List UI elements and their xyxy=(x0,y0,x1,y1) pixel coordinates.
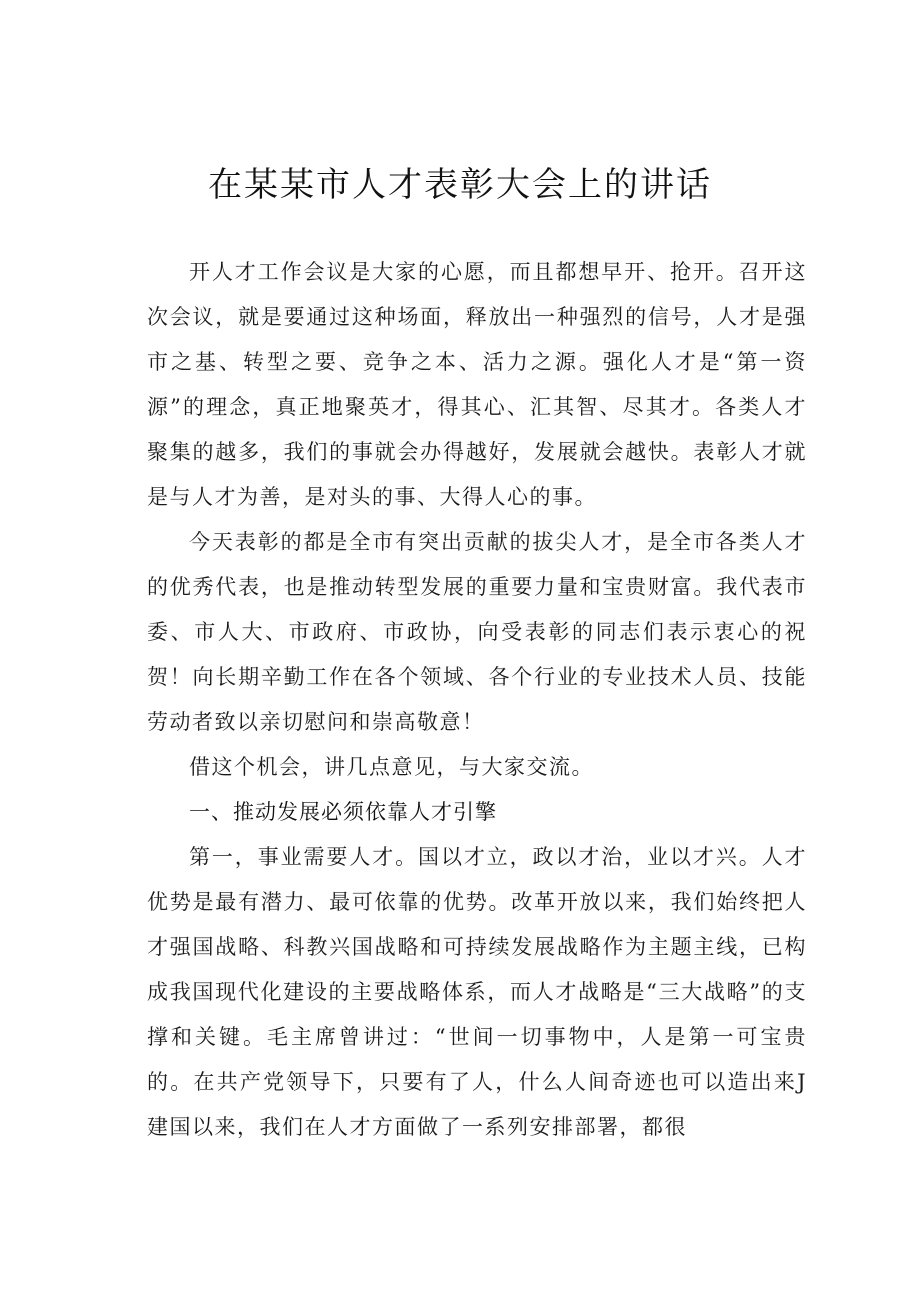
document-title: 在某某市人才表彰大会上的讲话 xyxy=(208,165,712,205)
paragraph-opening: 开人才工作会议是大家的心愿，而且都想早开、抢开。召开这次会议，就是要通过这种场面，释放出一种强烈的信号，人才是强市之基、转型之要、竞争之本、活力之源。强化人才是“第一资源”的理念，真正地聚英才，得其心、汇其智、尽其才。各类人才聚集的越多，我们的事就会办得越好，发展就会越快。表彰人才就是与人才为善，是对头的事、大得人心的事。 xyxy=(147,260,807,509)
paragraph-commendation: 今天表彰的都是全市有突出贡献的拔尖人才，是全市各类人才的优秀代表，也是推动转型发展的重要力量和宝贵财富。我代表市委、市人大、市政府、市政协，向受表彰的同志们表示衷心的祝贺！向长期辛勤工作在各个领域、各个行业的专业技术人员、技能劳动者致以亲切慰问和崇高敬意！ xyxy=(147,530,807,734)
paragraph-transition: 借这个机会，讲几点意见，与大家交流。 xyxy=(189,755,594,779)
section-heading: 一、推动发展必须依靠人才引擎 xyxy=(189,800,497,824)
document-body xyxy=(147,250,807,1150)
paragraph-section-one: 第一，事业需要人才。国以才立，政以才治，业以才兴。人才优势是最有潜力、最可依靠的优势。改革开放以来，我们始终把人才强国战略、科教兴国战略和可持续发展战略作为主题主线，已构成我国现代化建设的主要战略体系，而人才战略是“三大战略”的支撑和关键。毛主席曾讲过：“世间一切事物中，人是第一可宝贵的。在共产党领导下，只要有了人，什么人间奇迹也可以造出来J建国以来，我们在人才方面做了一系列安排部署，都很 xyxy=(147,845,807,1139)
